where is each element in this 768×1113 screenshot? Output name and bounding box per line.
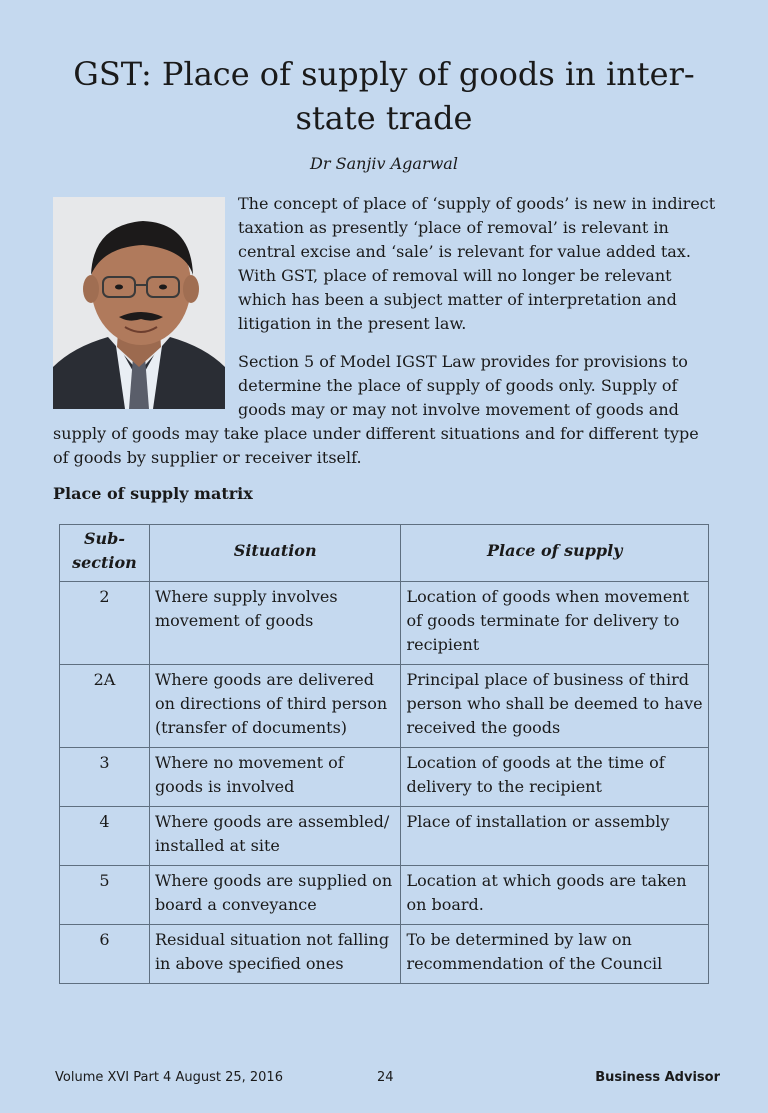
row-place-of-supply: Location of goods at the time of delivery to the recipient	[401, 748, 709, 807]
row-situation: Where goods are assembled/ installed at site	[149, 807, 401, 866]
header-place-of-supply: Place of supply	[401, 525, 709, 582]
row-situation: Residual situation not falling in above specified ones	[149, 925, 401, 984]
matrix-heading: Place of supply matrix	[53, 484, 253, 503]
author-byline: Dr Sanjiv Agarwal	[310, 154, 458, 173]
row-sub-section: 3	[60, 748, 150, 807]
row-place-of-supply: Principal place of business of third person who shall be deemed to have received the goods	[401, 665, 709, 748]
table-header-row	[60, 525, 709, 582]
row-sub-section: 6	[60, 925, 150, 984]
article-title: GST: Place of supply of goods in inter-state trade	[73, 55, 695, 137]
author-portrait-icon	[53, 197, 225, 409]
header-situation: Situation	[149, 525, 401, 582]
page-footer	[55, 1070, 720, 1088]
row-situation: Where goods are delivered on directions of third person (transfer of documents)	[149, 665, 401, 748]
table-row	[60, 866, 709, 925]
row-sub-section: 2	[60, 582, 150, 665]
section5-paragraph-continued: supply of goods may take place under different situations and for different type of goods by supplier or receiver itself.	[53, 424, 699, 467]
row-place-of-supply: To be determined by law on recommendation of the Council	[401, 925, 709, 984]
header-sub-section: Sub-section	[60, 525, 150, 582]
row-situation: Where supply involves movement of goods	[149, 582, 401, 665]
row-sub-section: 2A	[60, 665, 150, 748]
footer-publication: Business Advisor	[595, 1070, 720, 1085]
footer-page-number: 24	[377, 1070, 394, 1085]
table-row	[60, 807, 709, 866]
table-row	[60, 748, 709, 807]
row-place-of-supply: Location at which goods are taken on board.	[401, 866, 709, 925]
table-row	[60, 925, 709, 984]
intro-paragraph: The concept of place of ‘supply of goods’ is new in indirect taxation as presently ‘place of removal’ is relevant in central excise and ‘sale’ is relevant for value added tax. With GST, place of removal will no longer be relevant which has been a subject matter of interpretation and litigation in the present law.	[238, 194, 716, 333]
author-photo	[53, 197, 225, 409]
footer-issue: Volume XVI Part 4 August 25, 2016	[55, 1070, 283, 1085]
place-of-supply-table	[59, 524, 709, 984]
row-sub-section: 4	[60, 807, 150, 866]
table-row	[60, 582, 709, 665]
row-situation: Where no movement of goods is involved	[149, 748, 401, 807]
row-sub-section: 5	[60, 866, 150, 925]
section5-paragraph-wrapped: Section 5 of Model IGST Law provides for provisions to determine the place of supply of goods only. Supply of goods may or may not involve movement of goods and	[238, 352, 688, 419]
row-place-of-supply: Place of installation or assembly	[401, 807, 709, 866]
row-situation: Where goods are supplied on board a conveyance	[149, 866, 401, 925]
table-row	[60, 665, 709, 748]
row-place-of-supply: Location of goods when movement of goods terminate for delivery to recipient	[401, 582, 709, 665]
